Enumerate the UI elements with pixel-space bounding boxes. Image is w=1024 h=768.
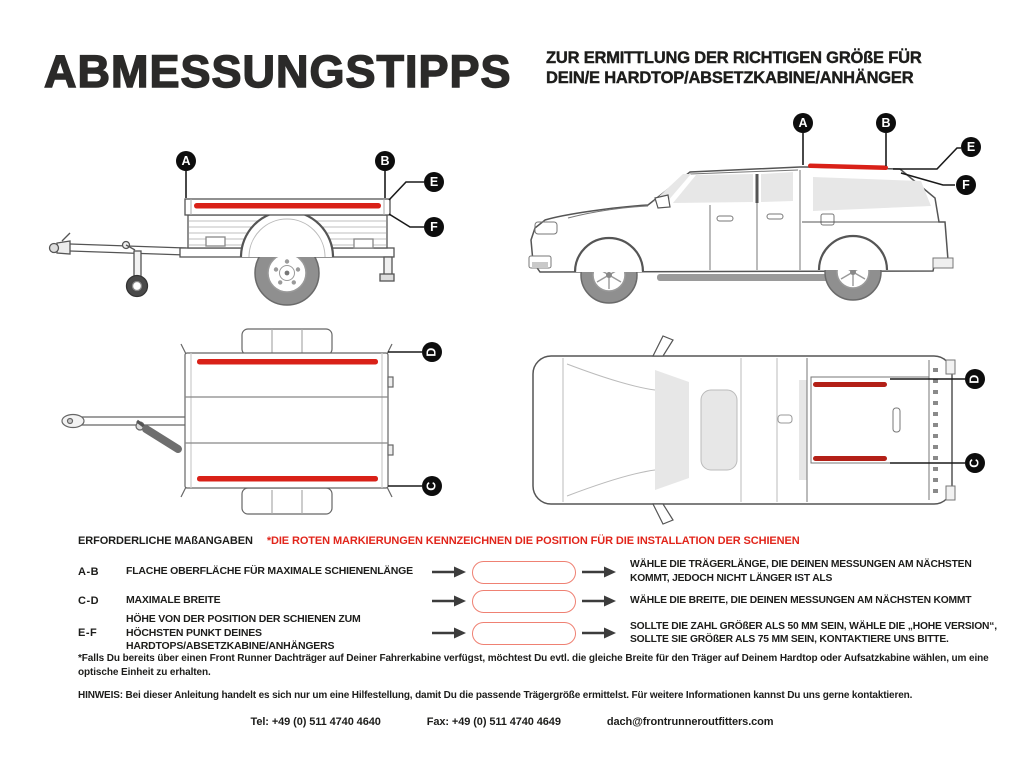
measurement-row-ab (78, 555, 1012, 589)
side-mirror (653, 336, 673, 356)
measurement-row-ef (78, 613, 1012, 654)
measurement-input-ab[interactable] (472, 561, 576, 584)
marker-c-badge: C (965, 453, 985, 473)
arrow-right-icon (578, 595, 620, 607)
rail-position-stripe (194, 203, 381, 209)
arrow-right-icon (428, 627, 470, 639)
rail-position-stripe (197, 359, 378, 365)
marker-b-badge: B (375, 151, 395, 171)
side-mirror (655, 195, 670, 208)
windshield (655, 370, 689, 490)
trailer-side-drawing (40, 118, 470, 323)
marker-a-badge: A (176, 151, 196, 171)
footnote: *Falls Du bereits über einen Front Runner Dachträger auf Deiner Fahrerkabine verfügst, möchtest Du evtl. die gleiche Breite für den Träger auf Deinem Hardtop oder Aufsatzkabine wählen, um eine optische Einheit zu erhalten. (78, 653, 989, 678)
row-result-ef: SOLLTE DIE ZAHL GRÖßER ALS 50 MM SEIN, WÄHLE DIE „HOHE VERSION“, SOLLTE SIE GRÖßER ALS 75 MM SEIN, KONTAKTIERE UNS BITTE. (630, 620, 997, 646)
contact-email[interactable]: dach@frontrunneroutfitters.com (606, 716, 774, 728)
cab-detail (778, 415, 792, 423)
contact-line (0, 716, 1024, 728)
row-id-ef: E-F (78, 627, 98, 640)
truck-side-view-diagram (505, 110, 1010, 325)
rail-position-stripe (813, 456, 887, 461)
truck-top-drawing (505, 330, 1010, 530)
trailer-body (50, 215, 395, 297)
arrow-right-icon (578, 566, 620, 578)
row-result-ab: WÄHLE DIE TRÄGERLÄNGE, DIE DEINEN MESSUNGEN AM NÄCHSTEN KOMMT, JEDOCH NICHT LÄNGER IST ALS (630, 559, 972, 584)
marker-d-badge: D (422, 342, 442, 362)
arrow-right-icon (428, 566, 470, 578)
contact-tel: Tel: +49 (0) 511 4740 4640 (250, 716, 381, 728)
marker-e-badge: E (424, 172, 444, 192)
measurement-input-cd[interactable] (472, 590, 576, 613)
marker-f-badge: F (424, 217, 444, 237)
row-id-cd: C-D (78, 595, 100, 607)
hint-note: HINWEIS: Bei dieser Anleitung handelt es sich nur um eine Hilfestellung, damit Du die passende Trägergröße ermittelst. Für weitere Informationen kannst Du uns gerne kontaktieren. (78, 690, 913, 701)
page-subtitle (546, 49, 922, 89)
sunroof (701, 390, 737, 470)
requirements-heading-row (78, 535, 800, 547)
subtitle-line-2: DEIN/E HARDTOP/ABSETZKABINE/ANHÄNGER (546, 68, 914, 87)
marker-a-badge: A (793, 113, 813, 133)
marker-e-badge: E (961, 137, 981, 157)
arrow-right-icon (578, 627, 620, 639)
marker-d-badge: D (965, 369, 985, 389)
marker-f-badge: F (956, 175, 976, 195)
truck-side-drawing (505, 110, 1010, 325)
rear-cab-window (799, 380, 807, 480)
truck-top-view-diagram (505, 330, 1010, 530)
row-id-ab: A-B (78, 566, 100, 578)
trailer-side-view-diagram (40, 118, 470, 323)
side-mirror (653, 504, 673, 524)
row-label-ef: HÖHE VON DER POSITION DER SCHIENEN ZUM HÖCHSTEN PUNKT DEINES HARDTOPS/ABSETZKABINE/ANHÄNGERS (126, 613, 361, 653)
red-markings-note: *DIE ROTEN MARKIERUNGEN KENNZEICHNEN DIE POSITION FÜR DIE INSTALLATION DER SCHIENEN (266, 535, 800, 547)
arrow-right-icon (428, 595, 470, 607)
marker-c-badge: C (422, 476, 442, 496)
trailer-top-view-diagram (40, 325, 470, 525)
row-label-ab: FLACHE OBERFLÄCHE FÜR MAXIMALE SCHIENENLÄNGE (126, 565, 413, 578)
measurement-row-cd (78, 589, 1012, 613)
page-title: ABMESSUNGSTIPPS (44, 46, 512, 97)
leader-lines (388, 352, 422, 486)
trailer-rail (185, 199, 390, 215)
contact-fax: Fax: +49 (0) 511 4740 4649 (426, 716, 561, 728)
measurement-input-ef[interactable] (472, 622, 576, 645)
requirements-heading: ERFORDERLICHE MAßANGABEN (78, 535, 253, 547)
marker-b-badge: B (876, 113, 896, 133)
row-result-cd: WÄHLE DIE BREITE, DIE DEINEN MESSUNGEN AM NÄCHSTEN KOMMT (630, 595, 972, 607)
row-label-cd: MAXIMALE BREITE (126, 594, 221, 607)
rail-position-stripe (197, 476, 378, 482)
subtitle-line-1: ZUR ERMITTLUNG DER RICHTIGEN GRÖßE FÜR (546, 49, 922, 67)
running-board (657, 274, 832, 281)
trailer-top-drawing (40, 325, 470, 525)
trailer-top-body (62, 329, 393, 514)
rail-position-stripe (813, 382, 887, 387)
